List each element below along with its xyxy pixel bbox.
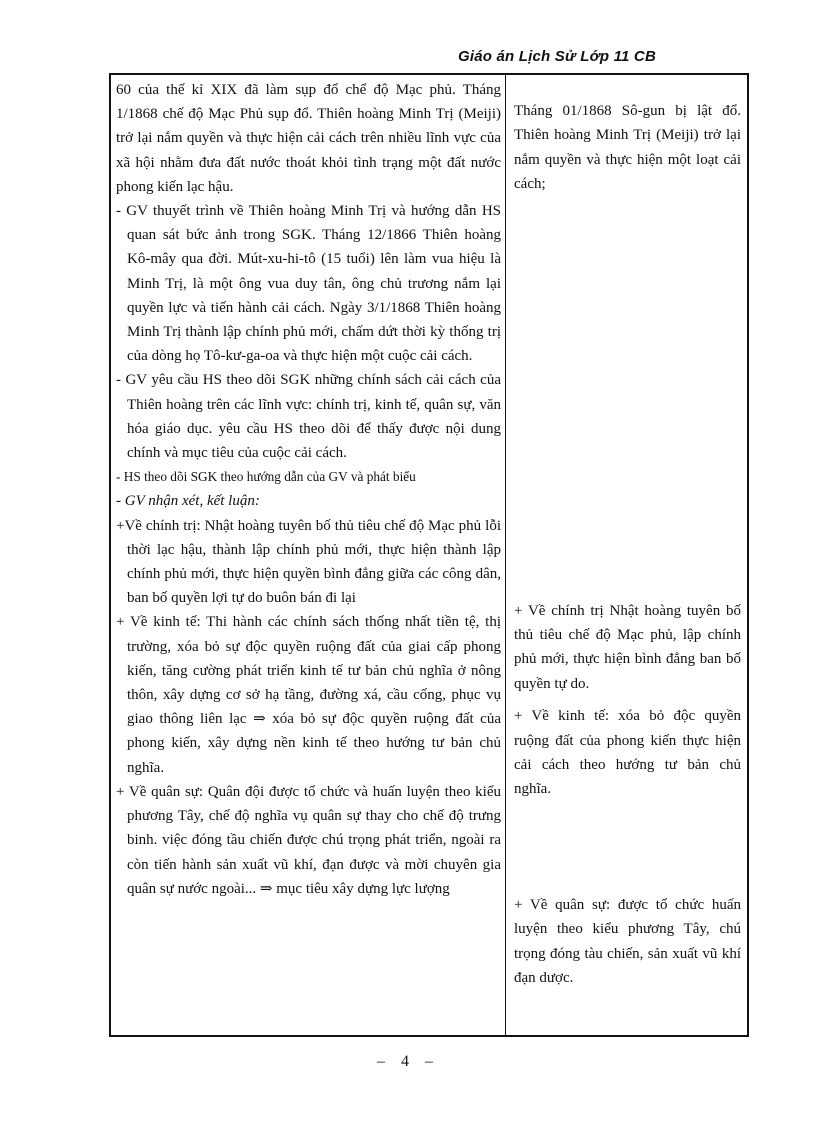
paragraph-economy: + Về kinh tế: Thi hành các chính sách thống nhất tiền tệ, thị trường, xóa bỏ sự độc quyền ruộng đất của giai cấp phong kiến, tăng cường phát triển kinh tế tư bản chủ nghĩa ở nông thôn, xây dựng cơ sở hạ tầng, đường xá, cầu cống, phục vụ giao thông liên lạc ⇒ xóa bỏ sự độc quyền ruộng đất của phong kiến, xây dựng nền kinh tế theo hướng tư bản chủ nghĩa. (116, 614, 501, 776)
paragraph-intro: 60 của thế kỉ XIX đã làm sụp đổ chế độ Mạc phủ. Tháng 1/1868 chế độ Mạc Phủ sụp đổ. Thiên hoàng Minh Trị (Meiji) trở lại nắm quyền và thực hiện cải cách trên nhiều lĩnh vực của xã hội nhằm đưa đất nước thoát khỏi tình trạng một đất nước phong kiến lạc hậu. (116, 82, 501, 195)
summary-military: + Về quân sự: được tổ chức huấn luyện theo kiểu phương Tây, chú trọng đóng tàu chiến, sản xuất vũ khí đạn dược. (514, 896, 741, 987)
page-header: Giáo án Lịch Sử Lớp 11 CB (457, 48, 656, 65)
teacher-activities-column (111, 75, 506, 1035)
summary-politics: + Về chính trị Nhật hoàng tuyên bố thủ tiêu chế độ Mạc phủ, lập chính phủ mới, thực hiện bình đẳng ban bố quyền tự do. (514, 602, 741, 692)
paragraph-teacher-conclusion: - GV nhận xét, kết luận: (116, 493, 260, 510)
knowledge-column (506, 75, 747, 1035)
paragraph-teacher-request: - GV yêu cầu HS theo dõi SGK những chính sách cải cách của Thiên hoàng trên các lĩnh vực: chính trị, kinh tế, quân sự, văn hóa giáo dục. yêu cầu HS theo dõi để thấy được nội dung chính và mục tiêu của cuộc cải cách. (116, 372, 501, 462)
summary-economy: + Về kinh tế: xóa bỏ độc quyền ruộng đất của phong kiến thực hiện cải cách theo hướng tư bản chủ nghĩa. (514, 708, 741, 798)
page-number: – 4 – (377, 1053, 439, 1070)
paragraph-student-activity: - HS theo dõi SGK theo hướng dẫn của GV và phát biểu (116, 469, 416, 485)
paragraph-military: + Về quân sự: Quân đội được tổ chức và huấn luyện theo kiểu phương Tây, chế độ nghĩa vụ quân sự thay cho chế độ trưng binh. việc đóng tầu chiến được chú trọng phát triển, ngoài ra còn tiến hành sản xuất vũ khí, đạn được và mời chuyên gia quân sự nước ngoài... ⇒ mục tiêu xây dựng lực lượng (116, 783, 501, 897)
paragraph-teacher-presentation: - GV thuyết trình về Thiên hoàng Minh Trị và hướng dẫn HS quan sát bức ảnh trong SGK. Tháng 12/1866 Thiên hoàng Kô-mây qua đời. Mút-xu-hi-tô (15 tuổi) lên làm vua hiệu là Minh Trị, là một ông vua duy tân, ông chủ trương nắm lại quyền lực và tiến hành cải cách. Ngày 3/1/1868 Thiên hoàng Minh Trị thành lập chính phủ mới, chấm dứt thời kỳ thống trị của dòng họ Tô-kư-ga-oa và thực hiện một cuộc cải cách. (116, 203, 501, 365)
paragraph-politics: +Về chính trị: Nhật hoàng tuyên bố thủ tiêu chế độ Mạc phủ lỗi thời lạc hậu, thành lập chính phủ mới, thực hiện thành lập chính phủ mới, thực hiện quyền bình đẳng giữa các công dân, ban bố quyền lợi tự do buôn bán đi lại (116, 517, 501, 607)
lesson-table (109, 73, 749, 1037)
summary-meiji: Tháng 01/1868 Sô-gun bị lật đổ. Thiên hoàng Minh Trị (Meiji) trở lại nắm quyền và thực hiện một loạt cải cách; (514, 103, 741, 193)
